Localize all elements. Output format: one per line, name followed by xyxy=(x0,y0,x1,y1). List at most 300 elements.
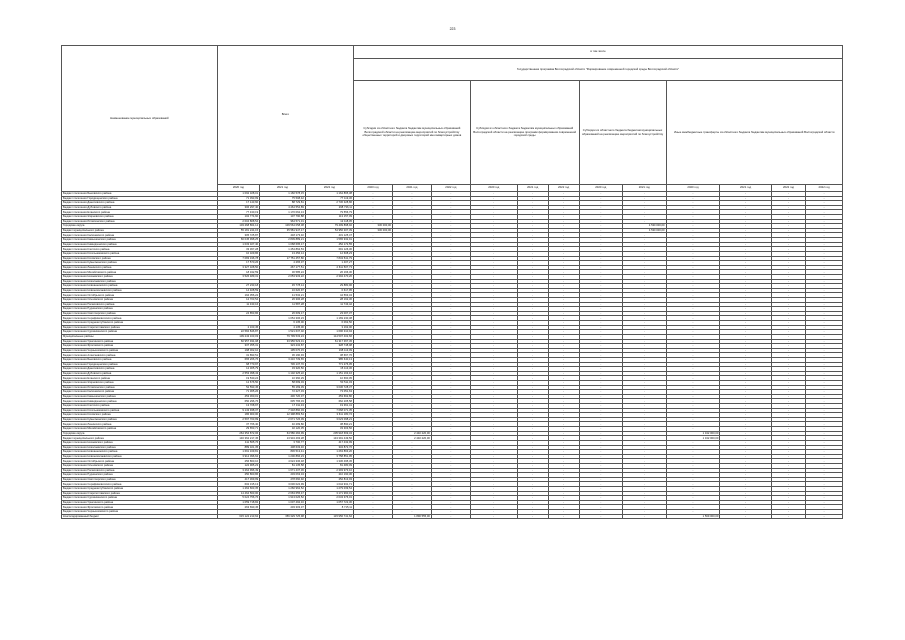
row-value: 1 160 578,15 xyxy=(260,192,306,197)
empty-cell: - xyxy=(623,394,667,399)
empty-cell: - xyxy=(392,307,431,312)
row-value: 3 700,77 xyxy=(260,440,306,445)
empty-cell: - xyxy=(771,330,805,335)
row-value: 109 564 058,38 xyxy=(260,224,306,229)
empty-cell: - xyxy=(392,496,431,501)
empty-cell: - xyxy=(517,422,548,427)
row-value: 3 327 328,50 xyxy=(217,265,259,270)
empty-cell: - xyxy=(579,404,623,409)
budget-table-sheet xyxy=(61,45,843,595)
empty-cell: - xyxy=(517,311,548,316)
year-header-7: 2020 год xyxy=(470,185,517,192)
empty-cell: - xyxy=(517,270,548,275)
empty-cell: - xyxy=(392,242,431,247)
empty-cell: - xyxy=(354,288,393,293)
empty-cell: - xyxy=(806,274,843,279)
empty-cell: - xyxy=(548,205,579,210)
empty-cell: - xyxy=(806,210,843,215)
row-value: 1 279 039,54 xyxy=(305,487,353,492)
row-value: 964 571,31 xyxy=(260,219,306,224)
row-value: 15 113,36 xyxy=(305,367,353,372)
empty-cell: - xyxy=(517,408,548,413)
empty-cell: - xyxy=(623,445,667,450)
empty-cell: - xyxy=(720,219,772,224)
empty-cell: - xyxy=(354,219,393,224)
empty-cell: - xyxy=(517,380,548,385)
empty-cell: - xyxy=(517,228,548,233)
empty-cell: - xyxy=(548,505,579,510)
empty-cell: - xyxy=(623,242,667,247)
row-value: 2 004 808,54 xyxy=(217,219,259,224)
empty-cell: - xyxy=(666,371,720,376)
empty-cell: - xyxy=(548,330,579,335)
empty-cell: - xyxy=(771,215,805,220)
empty-cell: - xyxy=(720,468,772,473)
empty-cell: - xyxy=(392,274,431,279)
row-value: 418 173,40 xyxy=(260,233,306,238)
empty-cell: - xyxy=(806,445,843,450)
empty-cell: - xyxy=(517,316,548,321)
empty-cell: - xyxy=(771,219,805,224)
row-value: 2 736 328,86 xyxy=(305,201,353,206)
empty-cell: - xyxy=(720,247,772,252)
empty-cell: - xyxy=(666,413,720,418)
row-value: 1 102 325,22 xyxy=(260,371,306,376)
empty-cell: - xyxy=(354,242,393,247)
empty-cell: - xyxy=(623,311,667,316)
empty-cell: - xyxy=(771,334,805,339)
empty-cell: - xyxy=(720,284,772,289)
row-value: 3 912 096,62 xyxy=(217,454,259,459)
empty-cell: - xyxy=(392,440,431,445)
empty-cell: - xyxy=(470,380,517,385)
empty-cell: - xyxy=(806,201,843,206)
empty-cell: - xyxy=(771,422,805,427)
empty-cell: - xyxy=(517,219,548,224)
empty-cell: - xyxy=(392,477,431,482)
row-name: Бюджет поселения Киквидзенского района xyxy=(62,242,218,247)
empty-cell: - xyxy=(579,307,623,312)
empty-cell: - xyxy=(720,215,772,220)
row-value: 665 266,76 xyxy=(217,357,259,362)
empty-cell: - xyxy=(623,367,667,372)
empty-cell: - xyxy=(354,422,393,427)
empty-cell: - xyxy=(517,500,548,505)
empty-cell: - xyxy=(579,348,623,353)
empty-cell: - xyxy=(354,473,393,478)
empty-cell: - xyxy=(392,413,431,418)
empty-cell: - xyxy=(623,325,667,330)
empty-cell: - xyxy=(470,454,517,459)
empty-cell: - xyxy=(806,500,843,505)
row-name: Бюджет поселения Николаевского района xyxy=(62,445,218,450)
row-name: Бюджет поселения Фроловского района xyxy=(62,344,218,349)
empty-cell: - xyxy=(771,339,805,344)
empty-cell: - xyxy=(806,270,843,275)
row-value: 102 774,60 xyxy=(217,215,259,220)
empty-cell: - xyxy=(431,482,470,487)
row-value: 5 024 756,76 xyxy=(217,496,259,501)
empty-cell: - xyxy=(548,224,579,229)
empty-cell: - xyxy=(392,505,431,510)
row-value: 55 181 244,15 xyxy=(217,228,259,233)
row-value: 1 059 718,82 xyxy=(217,500,259,505)
empty-cell: - xyxy=(771,362,805,367)
row-value: 81 135,58 xyxy=(260,463,306,468)
empty-cell: - xyxy=(470,348,517,353)
empty-cell: - xyxy=(517,510,548,515)
row-name: Бюджет поселения Октябрьского района xyxy=(62,459,218,464)
empty-cell: - xyxy=(517,459,548,464)
row-name: Бюджет поселения Иловлинского района xyxy=(62,219,218,224)
row-value: 323 232,87 xyxy=(260,344,306,349)
empty-cell: - xyxy=(470,459,517,464)
empty-cell: - xyxy=(623,454,667,459)
empty-cell: - xyxy=(623,339,667,344)
empty-cell: - xyxy=(392,247,431,252)
row-name: Бюджет поселения Клетского района xyxy=(62,404,218,409)
empty-cell: - xyxy=(771,196,805,201)
empty-cell: - xyxy=(354,270,393,275)
empty-cell: - xyxy=(470,196,517,201)
empty-cell: - xyxy=(548,510,579,515)
empty-cell: - xyxy=(354,431,393,436)
row-value: 2 611 507,73 xyxy=(305,265,353,270)
empty-cell: - xyxy=(548,390,579,395)
empty-cell: - xyxy=(666,274,720,279)
empty-cell: - xyxy=(517,339,548,344)
empty-cell: - xyxy=(517,427,548,432)
row-value: 81 480,09 xyxy=(305,463,353,468)
row-value: 6 617,95 xyxy=(305,288,353,293)
empty-cell: - xyxy=(720,477,772,482)
empty-cell: - xyxy=(470,321,517,326)
empty-cell: - xyxy=(470,491,517,496)
empty-cell: - xyxy=(548,353,579,358)
row-value: 411 565,76 xyxy=(217,440,259,445)
empty-cell: - xyxy=(579,247,623,252)
row-value: 1 336 495,45 xyxy=(305,459,353,464)
row-name: Бюджет поселения Еланского района xyxy=(62,210,218,215)
empty-cell: - xyxy=(470,427,517,432)
empty-cell: - xyxy=(806,334,843,339)
empty-cell: - xyxy=(431,385,470,390)
row-value: 2 671 726,09 xyxy=(260,417,306,422)
row-value: 2 553 098,43 xyxy=(217,371,259,376)
empty-cell: - xyxy=(470,362,517,367)
empty-cell: - xyxy=(470,247,517,252)
empty-cell: - xyxy=(579,473,623,478)
row-value: 2 163,45 xyxy=(217,325,259,330)
empty-cell: - xyxy=(431,436,470,441)
row-value: 1 342 000,00 xyxy=(666,431,720,436)
empty-cell: - xyxy=(771,514,805,519)
empty-cell: - xyxy=(392,219,431,224)
row-value: 2 440 220,00 xyxy=(392,431,431,436)
empty-cell: - xyxy=(579,201,623,206)
row-name: Бюджет поселения Котельниковского района xyxy=(62,251,218,256)
empty-cell: - xyxy=(666,427,720,432)
empty-cell: - xyxy=(354,321,393,326)
empty-cell: - xyxy=(666,390,720,395)
empty-cell: - xyxy=(548,238,579,243)
year-header-2: 2021 год xyxy=(260,185,306,192)
row-value: 356 329 725,98 xyxy=(260,514,306,519)
row-value: 203 063,34 xyxy=(260,473,306,478)
empty-cell: - xyxy=(517,251,548,256)
empty-cell: - xyxy=(354,205,393,210)
empty-cell: - xyxy=(623,482,667,487)
empty-cell: - xyxy=(517,505,548,510)
row-value: 250 860,86 xyxy=(217,473,259,478)
empty-cell: - xyxy=(579,210,623,215)
empty-cell: - xyxy=(623,390,667,395)
empty-cell: - xyxy=(354,274,393,279)
empty-cell: - xyxy=(517,284,548,289)
row-name: Бюджет поселения Клетского района xyxy=(62,247,218,252)
row-value: 26 306,28 xyxy=(260,298,306,303)
row-name: Бюджет поселения Калачевского района xyxy=(62,390,218,395)
empty-cell: - xyxy=(548,454,579,459)
empty-cell: - xyxy=(470,468,517,473)
empty-cell: - xyxy=(548,408,579,413)
empty-cell: - xyxy=(720,298,772,303)
empty-cell: - xyxy=(517,238,548,243)
empty-cell: - xyxy=(470,344,517,349)
row-name: Бюджет поселения Городищенского района xyxy=(62,196,218,201)
empty-cell: - xyxy=(579,454,623,459)
empty-cell: - xyxy=(517,440,548,445)
empty-cell: - xyxy=(806,321,843,326)
empty-cell: - xyxy=(354,215,393,220)
row-value: 13 708,97 xyxy=(217,404,259,409)
empty-cell: - xyxy=(806,311,843,316)
empty-cell: - xyxy=(354,293,393,298)
row-value: 1 054 306,23 xyxy=(260,316,306,321)
empty-cell: - xyxy=(806,357,843,362)
empty-cell: - xyxy=(470,288,517,293)
empty-cell: - xyxy=(720,265,772,270)
empty-cell: - xyxy=(392,261,431,266)
empty-cell: - xyxy=(666,334,720,339)
empty-cell: - xyxy=(623,385,667,390)
empty-cell: - xyxy=(548,436,579,441)
empty-cell: - xyxy=(470,450,517,455)
empty-cell: - xyxy=(470,487,517,492)
empty-cell: - xyxy=(470,367,517,372)
empty-cell: - xyxy=(623,238,667,243)
empty-cell: - xyxy=(354,302,393,307)
empty-cell: - xyxy=(517,215,548,220)
empty-cell: - xyxy=(354,353,393,358)
row-value: 1 200 866,23 xyxy=(260,454,306,459)
empty-cell: - xyxy=(470,385,517,390)
empty-cell: - xyxy=(623,233,667,238)
empty-cell: - xyxy=(392,390,431,395)
empty-cell: - xyxy=(579,463,623,468)
empty-cell: - xyxy=(623,265,667,270)
empty-cell: - xyxy=(579,238,623,243)
empty-cell: - xyxy=(720,321,772,326)
empty-cell: - xyxy=(354,427,393,432)
empty-cell: - xyxy=(579,450,623,455)
empty-cell: - xyxy=(354,450,393,455)
empty-cell: - xyxy=(517,376,548,381)
empty-cell: - xyxy=(431,500,470,505)
empty-cell: - xyxy=(392,348,431,353)
empty-cell: - xyxy=(470,500,517,505)
row-value: 1 263 863,20 xyxy=(305,450,353,455)
row-value: 109 243 163,03 xyxy=(217,334,259,339)
empty-cell: - xyxy=(517,265,548,270)
year-header-15: 2022 год xyxy=(806,185,843,192)
empty-cell: - xyxy=(517,224,548,229)
empty-cell: - xyxy=(720,413,772,418)
empty-cell: - xyxy=(806,251,843,256)
empty-cell: - xyxy=(623,505,667,510)
row-name: Бюджет поселения Урюпинского района xyxy=(62,339,218,344)
empty-cell: - xyxy=(548,344,579,349)
empty-cell: - xyxy=(431,367,470,372)
row-name: Бюджет муниципального района xyxy=(62,436,218,441)
empty-cell: - xyxy=(392,473,431,478)
row-value: 1 565 932,91 xyxy=(305,238,353,243)
row-value: 73 051,63 xyxy=(305,390,353,395)
empty-cell: - xyxy=(517,201,548,206)
row-value: 17 751 457,80 xyxy=(260,256,306,261)
empty-cell: - xyxy=(392,450,431,455)
empty-cell: - xyxy=(579,196,623,201)
empty-cell: - xyxy=(806,339,843,344)
empty-cell: - xyxy=(392,376,431,381)
row-value: 1 007 492,16 xyxy=(260,500,306,505)
empty-cell: - xyxy=(431,514,470,519)
row-name: Бюджет поселения Старополтавского района xyxy=(62,491,218,496)
empty-cell: - xyxy=(431,487,470,492)
empty-cell: - xyxy=(720,307,772,312)
row-value: 263 690,45 xyxy=(217,505,259,510)
row-value: 1 521 637,02 xyxy=(260,330,306,335)
row-value: 10 660,05 xyxy=(305,376,353,381)
year-header-1: 2020 год xyxy=(217,185,259,192)
row-value: 985 640,13 xyxy=(305,357,353,362)
empty-cell: - xyxy=(771,413,805,418)
row-name: Бюджет поселения Серафимовичского района xyxy=(62,316,218,321)
empty-cell: - xyxy=(431,288,470,293)
empty-cell: - xyxy=(771,192,805,197)
empty-cell: - xyxy=(354,298,393,303)
empty-cell: - xyxy=(771,256,805,261)
empty-cell: - xyxy=(517,371,548,376)
row-value: 1 169 230,38 xyxy=(305,316,353,321)
empty-cell: - xyxy=(354,344,393,349)
empty-cell: - xyxy=(720,316,772,321)
empty-cell: - xyxy=(354,505,393,510)
empty-cell: - xyxy=(470,251,517,256)
year-header-12: 2020 год xyxy=(666,185,720,192)
empty-cell: - xyxy=(623,473,667,478)
empty-cell: - xyxy=(806,454,843,459)
empty-cell: - xyxy=(623,380,667,385)
header-subsidy-2: Субсидии из областного бюджета бюджетам муниципальных образований Волгоградской области на реализацию программ формирования современной городской среды xyxy=(470,81,579,185)
empty-cell: - xyxy=(720,445,772,450)
empty-cell: - xyxy=(431,445,470,450)
empty-cell: - xyxy=(623,357,667,362)
empty-cell: - xyxy=(470,293,517,298)
empty-cell: - xyxy=(771,417,805,422)
empty-cell: - xyxy=(720,459,772,464)
empty-cell: - xyxy=(354,491,393,496)
empty-cell: - xyxy=(623,399,667,404)
row-value: 1 696 310,94 xyxy=(305,330,353,335)
empty-cell: - xyxy=(548,261,579,266)
row-value: 1 068 695,17 xyxy=(260,242,306,247)
empty-cell: - xyxy=(623,256,667,261)
row-value: 431 125,47 xyxy=(305,233,353,238)
empty-cell: - xyxy=(623,371,667,376)
row-value: 1 569 000,00 xyxy=(666,514,720,519)
empty-cell: - xyxy=(579,224,623,229)
empty-cell: - xyxy=(806,325,843,330)
row-value: 31 893,51 xyxy=(217,353,259,358)
empty-cell: - xyxy=(720,233,772,238)
empty-cell: - xyxy=(806,496,843,501)
empty-cell: - xyxy=(470,330,517,335)
row-name: Бюджет поселения Урюпинского района xyxy=(62,500,218,505)
empty-cell: - xyxy=(470,404,517,409)
empty-cell: - xyxy=(579,339,623,344)
empty-cell: - xyxy=(623,344,667,349)
empty-cell: - xyxy=(354,514,393,519)
empty-cell: - xyxy=(623,404,667,409)
row-name: Бюджет поселения Дубовского района xyxy=(62,205,218,210)
row-name: Бюджет поселения Михайловского района xyxy=(62,270,218,275)
empty-cell: - xyxy=(623,514,667,519)
row-value: 115 956 741,62 xyxy=(305,514,353,519)
empty-cell: - xyxy=(623,192,667,197)
empty-cell: - xyxy=(771,427,805,432)
row-name: Бюджет поселения Ольховского района xyxy=(62,463,218,468)
empty-cell: - xyxy=(666,265,720,270)
empty-cell: - xyxy=(720,380,772,385)
empty-cell: - xyxy=(623,196,667,201)
empty-cell: - xyxy=(623,491,667,496)
empty-cell: - xyxy=(579,298,623,303)
empty-cell: - xyxy=(623,284,667,289)
empty-cell: - xyxy=(470,224,517,229)
row-name: Бюджет поселения Ленинского района xyxy=(62,422,218,427)
empty-cell: - xyxy=(517,353,548,358)
empty-cell: - xyxy=(806,284,843,289)
header-subsidy-4: Иные межбюджетные трансферты из областного бюджета бюджетам муниципальных образований Волгоградской области xyxy=(666,81,842,185)
row-value: 22 584 846,87 xyxy=(217,330,259,335)
empty-cell: - xyxy=(548,196,579,201)
empty-cell: - xyxy=(720,367,772,372)
row-value: 38 890,21 xyxy=(305,422,353,427)
row-name: Бюджет поселения Новониколаевского района xyxy=(62,288,218,293)
empty-cell: - xyxy=(470,436,517,441)
row-value: 113 157,09 xyxy=(305,215,353,220)
empty-cell: - xyxy=(806,463,843,468)
empty-cell: - xyxy=(354,325,393,330)
empty-cell: - xyxy=(720,431,772,436)
row-name: Бюджет поселения Среднеахтубинского района xyxy=(62,487,218,492)
empty-cell: - xyxy=(666,261,720,266)
empty-cell: - xyxy=(548,334,579,339)
row-value: 18 342,59 xyxy=(217,270,259,275)
row-value: 3 030 022,99 xyxy=(260,482,306,487)
empty-cell: - xyxy=(806,228,843,233)
